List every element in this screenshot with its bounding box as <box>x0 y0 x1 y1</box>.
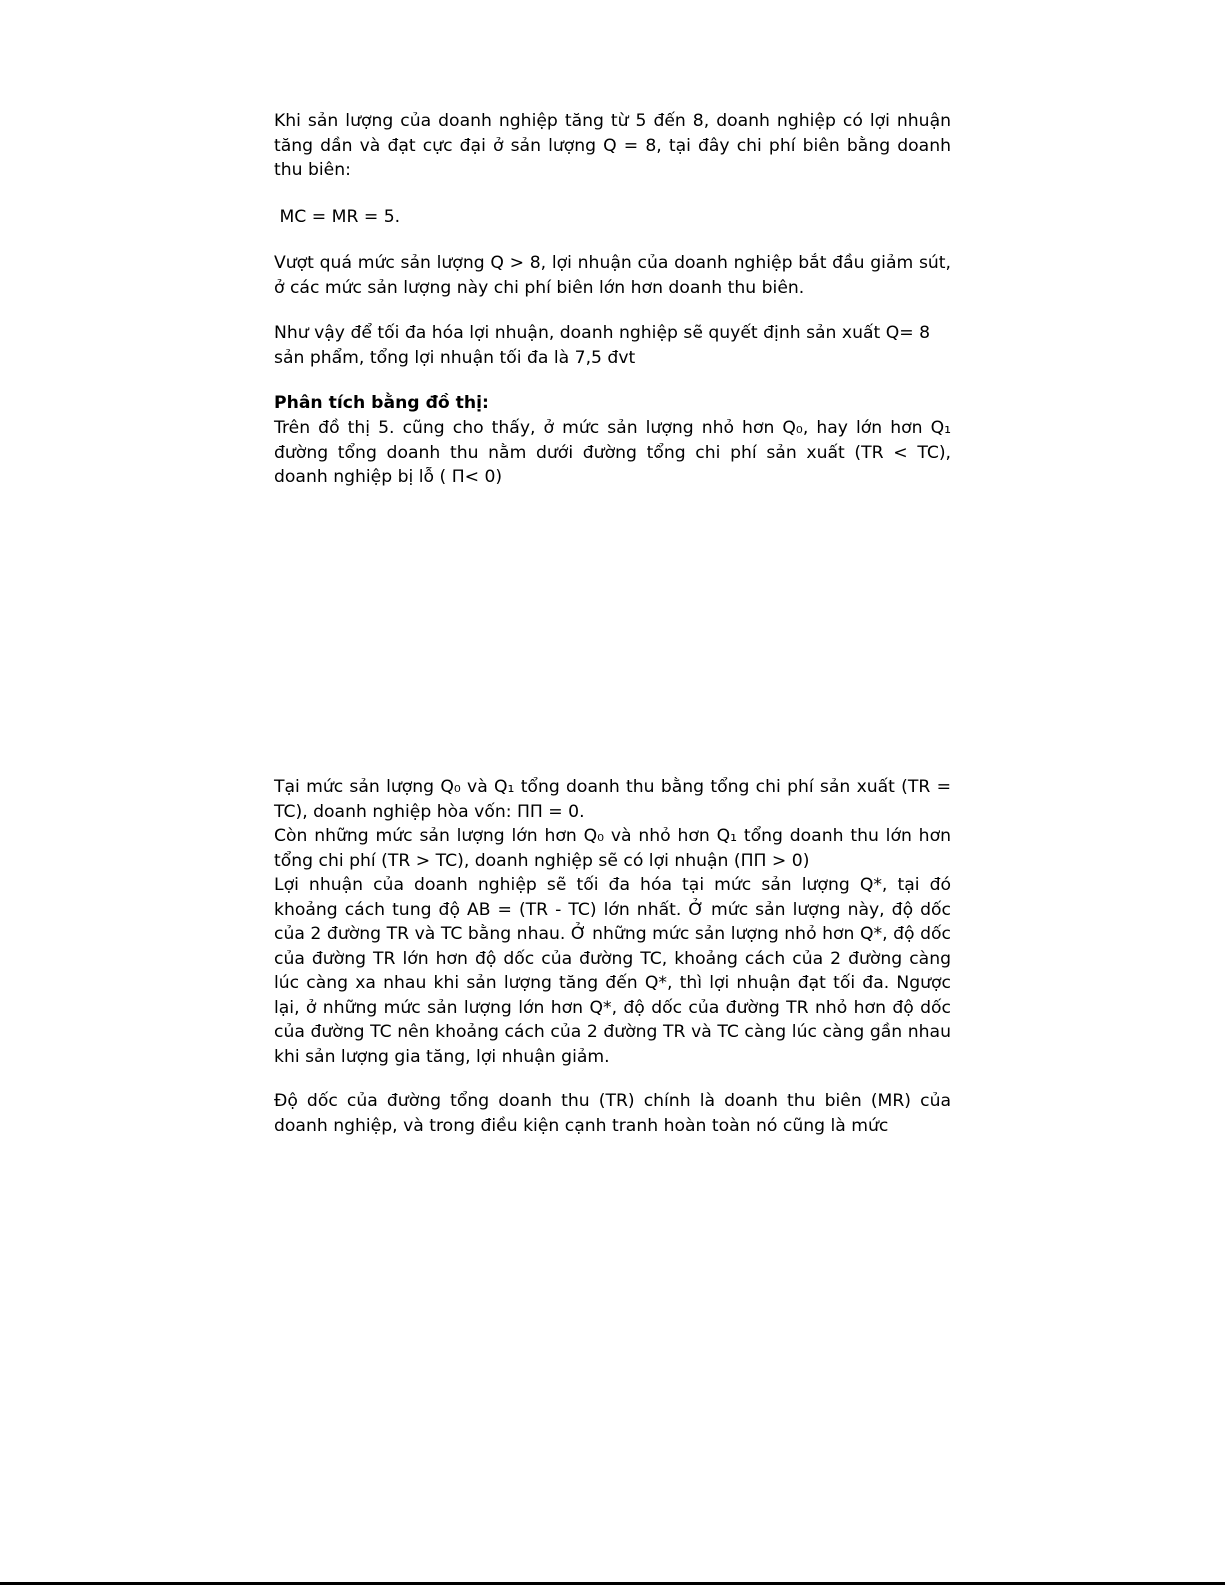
figure-placeholder <box>274 500 951 760</box>
paragraph-tr-slope: Độ dốc của đường tổng doanh thu (TR) chính là doanh thu biên (MR) của doanh nghiệp, và trong điều kiện cạnh tranh hoàn toàn nó cũng là mức <box>274 1091 951 1136</box>
section-heading-graph-analysis: Phân tích bằng đồ thị: <box>274 393 489 413</box>
paragraph-profit-increase: Khi sản lượng của doanh nghiệp tăng từ 5 đến 8, doanh nghiệp có lợi nhuận tăng dần và đạt cực đại ở sản lượng Q = 8, tại đây chi phí biên bằng doanh thu biên: <box>274 111 951 180</box>
paragraph-break-even: Tại mức sản lượng Q₀ và Q₁ tổng doanh thu bằng tổng chi phí sản xuất (TR = TC), doanh nghiệp hòa vốn: ΠΠ = 0. <box>274 777 951 822</box>
paragraph-conclusion: Như vậy để tối đa hóa lợi nhuận, doanh nghiệp sẽ quyết định sản xuất Q= 8 sản phẩm, tổng lợi nhuận tối đa là 7,5 đvt <box>274 323 931 368</box>
paragraph-mc-mr-equation: MC = MR = 5. <box>274 207 401 227</box>
paragraph-profit-decline: Vượt quá mức sản lượng Q > 8, lợi nhuận của doanh nghiệp bắt đầu giảm sút, ở các mức sản lượng này chi phí biên lớn hơn doanh thu biên. <box>274 253 951 298</box>
paragraph-loss-region: Trên đồ thị 5. cũng cho thấy, ở mức sản lượng nhỏ hơn Q₀, hay lớn hơn Q₁ đường tổng doanh thu nằm dưới đường tổng chi phí sản xuất (TR < TC), doanh nghiệp bị lỗ ( Π< 0) <box>274 418 951 487</box>
paragraph-max-profit-analysis: Lợi nhuận của doanh nghiệp sẽ tối đa hóa tại mức sản lượng Q*, tại đó khoảng cách tung độ AB = (TR - TC) lớn nhất. Ở mức sản lượng này, độ dốc của 2 đường TR và TC bằng nhau. Ở những mức sản lượng nhỏ hơn Q*, độ dốc của đường TR lớn hơn độ dốc của đường TC, khoảng cách của 2 đường càng lúc càng xa nhau khi sản lượng tăng đến Q*, thì lợi nhuận đạt tối đa. Ngược lại, ở những mức sản lượng lớn hơn Q*, độ dốc của đường TR nhỏ hơn độ dốc của đường TC nên khoảng cách của 2 đường TR và TC càng lúc càng gần nhau khi sản lượng gia tăng, lợi nhuận giảm. <box>274 875 951 1067</box>
paragraph-profit-region: Còn những mức sản lượng lớn hơn Q₀ và nhỏ hơn Q₁ tổng doanh thu lớn hơn tổng chi phí (TR > TC), doanh nghiệp sẽ có lợi nhuận (ΠΠ > 0) <box>274 826 951 871</box>
